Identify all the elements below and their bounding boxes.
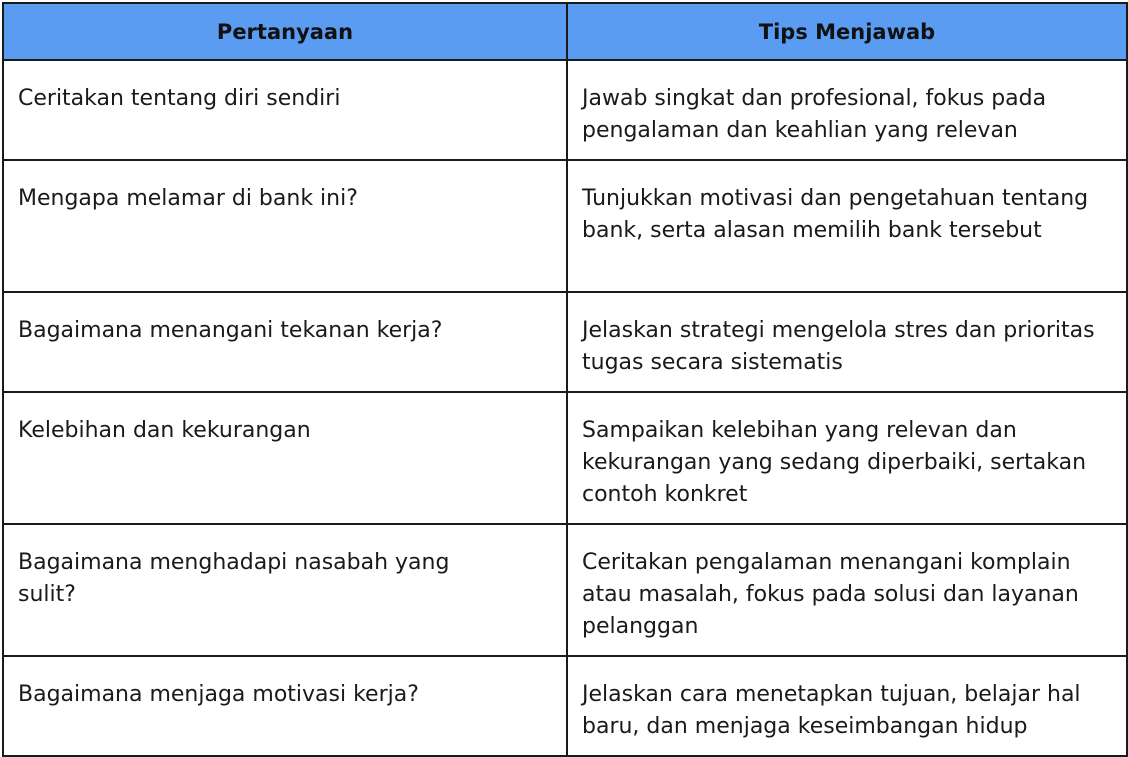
header-question: Pertanyaan: [3, 3, 567, 60]
table-row: [3, 392, 1127, 524]
tip-cell: Tunjukkan motivasi dan pengetahuan tentang bank, serta alasan memilih bank tersebut: [567, 160, 1127, 292]
tip-cell: Ceritakan pengalaman menangani komplain atau masalah, fokus pada solusi dan layanan pelanggan: [567, 524, 1127, 656]
question-cell: Bagaimana menghadapi nasabah yang sulit?: [3, 524, 567, 656]
interview-tips-table-container: [2, 2, 1126, 757]
question-cell: Mengapa melamar di bank ini?: [3, 160, 567, 292]
tip-cell: Sampaikan kelebihan yang relevan dan kekurangan yang sedang diperbaiki, sertakan contoh konkret: [567, 392, 1127, 524]
table-header: [3, 3, 1127, 60]
question-cell: Ceritakan tentang diri sendiri: [3, 60, 567, 160]
table-row: [3, 160, 1127, 292]
header-tips: Tips Menjawab: [567, 3, 1127, 60]
tip-cell: Jelaskan cara menetapkan tujuan, belajar hal baru, dan menjaga keseimbangan hidup: [567, 656, 1127, 756]
question-cell: Bagaimana menjaga motivasi kerja?: [3, 656, 567, 756]
table-row: [3, 656, 1127, 756]
table-row: [3, 292, 1127, 392]
tip-cell: Jelaskan strategi mengelola stres dan prioritas tugas secara sistematis: [567, 292, 1127, 392]
header-row: [3, 3, 1127, 60]
question-cell: Bagaimana menangani tekanan kerja?: [3, 292, 567, 392]
table-row: [3, 60, 1127, 160]
question-cell: Kelebihan dan kekurangan: [3, 392, 567, 524]
interview-tips-table: [2, 2, 1128, 757]
tip-cell: Jawab singkat dan profesional, fokus pada pengalaman dan keahlian yang relevan: [567, 60, 1127, 160]
table-body: [3, 60, 1127, 756]
table-row: [3, 524, 1127, 656]
